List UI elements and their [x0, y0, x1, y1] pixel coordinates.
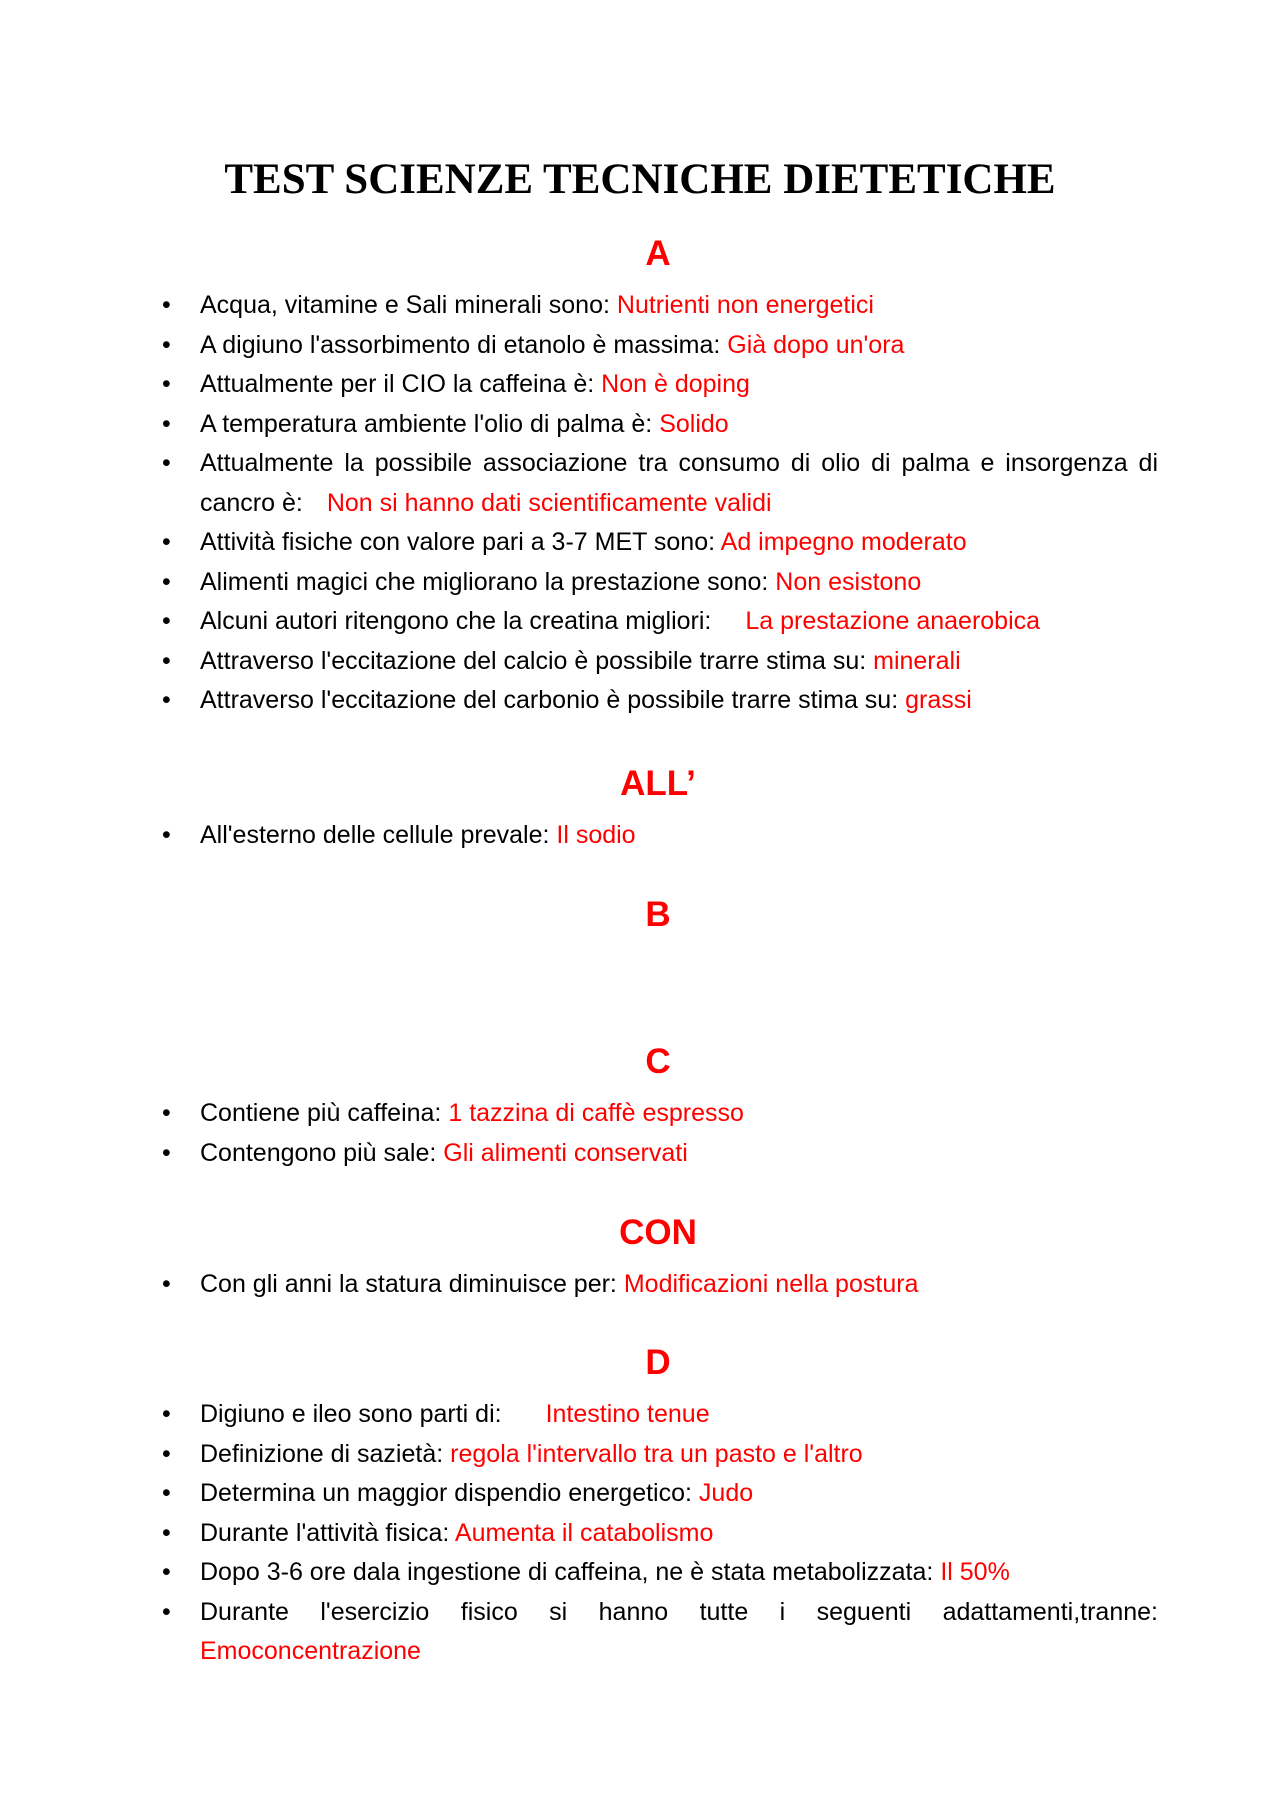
list-item — [158, 365, 1158, 405]
list-item — [158, 326, 1158, 366]
section-all-list — [158, 816, 1158, 856]
list-item — [158, 444, 1158, 523]
question-text: Attualmente per il CIO la caffeina è: — [200, 370, 595, 398]
bullet-icon: • — [162, 646, 171, 675]
list-item — [158, 681, 1158, 721]
bullet-icon: • — [162, 1439, 171, 1468]
list-item — [158, 563, 1158, 603]
answer-text: Non si hanno dati scientificamente validi — [326, 488, 772, 517]
question-text: Contengono più sale: — [200, 1138, 437, 1167]
list-item — [158, 405, 1158, 445]
question-text: Attraverso l'eccitazione del carbonio è possibile trarre stima su: — [200, 686, 899, 714]
section-heading-a: A — [645, 234, 671, 273]
bullet-icon: • — [162, 528, 171, 556]
question-text: Con gli anni la statura diminuisce per: — [200, 1270, 617, 1298]
answer-text: Il 50% — [940, 1558, 1010, 1586]
question-text: Digiuno e ileo sono parti di: — [200, 1400, 502, 1428]
section-con-list — [158, 1265, 1158, 1305]
section-all — [158, 762, 1158, 856]
question-text: Attualmente la possibile associazione tra consumo di olio di palma e insorgenza di cancro è: — [200, 449, 1158, 517]
section-c-list — [158, 1094, 1158, 1173]
list-item — [158, 1514, 1158, 1554]
question-text: Definizione di sazietà: — [200, 1439, 444, 1468]
answer-text: Modificazioni nella postura — [623, 1270, 919, 1298]
list-item — [158, 1134, 1158, 1174]
answer-text: grassi — [905, 686, 972, 714]
section-b — [158, 893, 1158, 937]
question-text: Alcuni autori ritengono che la creatina migliori: — [200, 607, 712, 635]
section-con — [158, 1211, 1158, 1305]
question-text: All'esterno delle cellule prevale: — [200, 821, 550, 849]
bullet-icon: • — [162, 607, 171, 635]
list-item — [158, 1593, 1158, 1672]
list-item — [158, 1553, 1158, 1593]
list-item — [158, 1474, 1158, 1514]
section-d-list — [158, 1395, 1158, 1672]
answer-text: Gli alimenti conservati — [443, 1138, 688, 1167]
answer-text: minerali — [873, 646, 961, 675]
list-item — [158, 816, 1158, 856]
list-item — [158, 1435, 1158, 1475]
section-c — [158, 1040, 1158, 1173]
answer-text: regola l'intervallo tra un pasto e l'altro — [450, 1439, 863, 1468]
bullet-icon: • — [162, 370, 171, 398]
list-item — [158, 642, 1158, 682]
bullet-icon: • — [162, 686, 171, 714]
bullet-icon: • — [162, 1479, 171, 1507]
bullet-icon: • — [162, 1558, 171, 1586]
question-text: Dopo 3-6 ore dala ingestione di caffeina, ne è stata metabolizzata: — [200, 1558, 934, 1586]
question-text: A digiuno l'assorbimento di etanolo è massima: — [200, 330, 721, 359]
answer-text: Il sodio — [556, 821, 636, 849]
answer-text: Judo — [698, 1479, 754, 1507]
section-heading-all: ALL’ — [620, 764, 696, 803]
list-item — [158, 1094, 1158, 1134]
answer-text: Già dopo un'ora — [727, 330, 905, 359]
question-text: Acqua, vitamine e Sali minerali sono: — [200, 291, 610, 319]
bullet-icon: • — [162, 291, 171, 319]
question-text: Contiene più caffeina: — [200, 1099, 442, 1127]
question-text: Attraverso l'eccitazione del calcio è possibile trarre stima su: — [200, 646, 867, 675]
question-text: A temperatura ambiente l'olio di palma è: — [200, 409, 653, 438]
bullet-icon: • — [162, 1597, 171, 1626]
list-item — [158, 1265, 1158, 1305]
section-a — [158, 232, 1158, 721]
answer-text: 1 tazzina di caffè espresso — [448, 1099, 744, 1127]
document-title: TEST SCIENZE TECNICHE DIETETICHE — [224, 156, 1056, 203]
question-text: Alimenti magici che migliorano la prestazione sono: — [200, 567, 769, 596]
question-text: Attività fisiche con valore pari a 3-7 MET sono: — [200, 528, 716, 556]
answer-text: Aumenta il catabolismo — [454, 1518, 714, 1547]
section-a-list — [158, 286, 1158, 721]
bullet-icon: • — [162, 449, 171, 477]
bullet-icon: • — [162, 821, 171, 849]
answer-text: Non è doping — [601, 370, 750, 398]
section-d — [158, 1341, 1158, 1672]
answer-text: Nutrienti non energetici — [616, 291, 874, 319]
answer-text: Non esistono — [775, 567, 922, 596]
list-item — [158, 523, 1158, 563]
list-item — [158, 286, 1158, 326]
bullet-icon: • — [162, 330, 171, 359]
section-heading-d: D — [645, 1343, 671, 1382]
bullet-icon: • — [162, 1099, 171, 1127]
list-item — [158, 1395, 1158, 1435]
list-item — [158, 602, 1158, 642]
section-heading-b: B — [645, 895, 671, 934]
answer-text: Ad impegno moderato — [720, 528, 967, 556]
bullet-icon: • — [162, 1400, 171, 1428]
section-heading-c: C — [645, 1042, 671, 1081]
answer-text: Solido — [659, 409, 729, 438]
question-text: Durante l'attività fisica: — [200, 1518, 450, 1547]
bullet-icon: • — [162, 409, 171, 438]
bullet-icon: • — [162, 1518, 171, 1547]
question-text: Durante l'esercizio fisico si hanno tutte i seguenti adattamenti,tranne: — [200, 1597, 1158, 1626]
answer-text: Intestino tenue — [545, 1400, 710, 1428]
bullet-icon: • — [162, 567, 171, 596]
question-text: Determina un maggior dispendio energetico: — [200, 1479, 692, 1507]
answer-text: Emoconcentrazione — [200, 1637, 421, 1665]
answer-text: La prestazione anaerobica — [745, 607, 1041, 635]
section-heading-con: CON — [619, 1213, 697, 1252]
bullet-icon: • — [162, 1138, 171, 1167]
bullet-icon: • — [162, 1270, 171, 1298]
